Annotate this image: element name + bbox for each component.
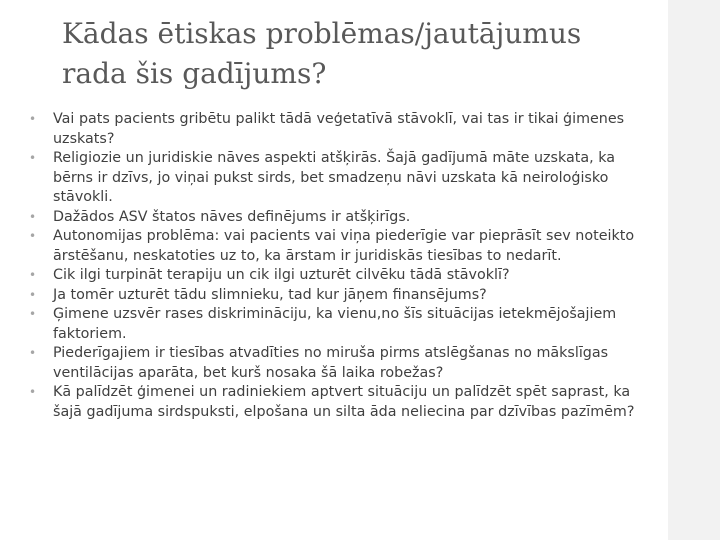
bullet-item bbox=[28, 305, 658, 344]
bullet-text: Dažādos ASV štatos nāves definējums ir atšķirīgs. bbox=[53, 208, 411, 225]
bullet-dot-icon: • bbox=[29, 209, 37, 224]
bullet-dot-icon: • bbox=[29, 307, 37, 321]
bullet-text: Ģimene uzsvēr rases diskrimināciju, ka vienu,no šīs situācijas ietekmējošajiem faktoriem. bbox=[53, 306, 617, 342]
bullet-item bbox=[28, 266, 658, 286]
bullet-dot-icon: • bbox=[29, 346, 37, 360]
slide-title-line-1: Kādas ētiskas problēmas/jautājumus bbox=[62, 17, 582, 50]
bullet-item bbox=[28, 286, 658, 306]
bullet-item bbox=[28, 383, 658, 422]
bullet-text: Vai pats pacients gribētu palikt tādā veģetatīvā stāvoklī, vai tas ir tikai ģimenes uzskats? bbox=[53, 111, 625, 147]
bullet-dot-icon: • bbox=[29, 385, 37, 399]
bullet-item bbox=[28, 227, 658, 266]
bullet-text: Ja tomēr uzturēt tādu slimnieku, tad kur jāņem finansējums? bbox=[53, 286, 487, 303]
bullet-text: Autonomijas problēma: vai pacients vai viņa piederīgie var pieprāsīt sev noteikto ārstēšanu, neskatoties uz to, ka ārstam ir juridiskās tiesības to nedarīt. bbox=[53, 228, 635, 264]
bullet-item bbox=[28, 344, 658, 383]
bullet-dot-icon: • bbox=[29, 268, 37, 282]
bullet-dot-icon: • bbox=[29, 151, 37, 165]
bullet-text: Piederīgajiem ir tiesības atvadīties no miruša pirms atslēgšanas no mākslīgas ventilācijas aparāta, bet kurš nosaka šā laika robežas? bbox=[53, 345, 609, 381]
bullet-list bbox=[28, 110, 658, 422]
bullet-item bbox=[28, 149, 658, 208]
slide-side-strip bbox=[668, 0, 720, 540]
slide-title bbox=[62, 14, 622, 94]
bullet-text: Religiozie un juridiskie nāves aspekti atšķirās. Šajā gadījumā māte uzskata, ka bērns ir dzīvs, jo viņai pukst sirds, bet smadzeņu nāvi uzskata kā neiroloģisko stāvokli. bbox=[53, 150, 616, 205]
bullet-item bbox=[28, 208, 658, 228]
bullet-dot-icon: • bbox=[29, 229, 37, 243]
bullet-dot-icon: • bbox=[29, 112, 37, 126]
bullet-text: Cik ilgi turpināt terapiju un cik ilgi uzturēt cilvēku tādā stāvoklī? bbox=[53, 267, 510, 283]
slide-title-line-2: rada šis gadījums? bbox=[62, 57, 327, 90]
bullet-dot-icon: • bbox=[29, 287, 37, 302]
bullet-item bbox=[28, 110, 658, 149]
bullet-text: Kā palīdzēt ģimenei un radiniekiem aptvert situāciju un palīdzēt spēt saprast, ka šajā gadījuma sirdspuksti, elpošana un silta āda neliecina par dzīvības pazīmēm? bbox=[53, 384, 635, 420]
